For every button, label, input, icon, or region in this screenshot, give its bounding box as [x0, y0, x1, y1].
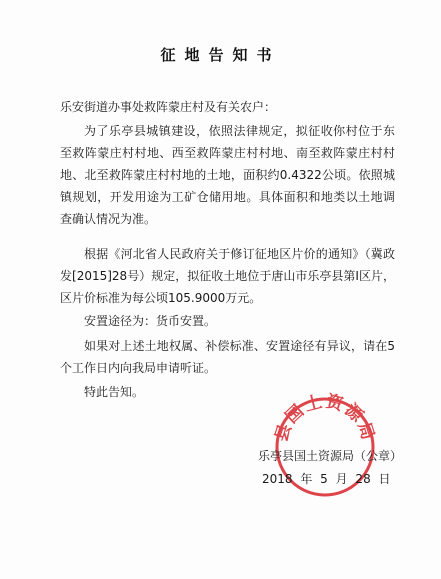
paragraph-compensation-standard: 根据《河北省人民政府关于修订征地区片价的通知》（冀政发[2015]28号）规定，拟征收土地位于唐山市乐亭县第Ⅰ区片，区片价标准为每公顷105.9000万元。 — [60, 247, 395, 305]
issue-date: 2018 年 5 月 28 日 — [262, 472, 391, 486]
addressee: 乐安街道办事处救阵蒙庄村及有关农户： — [60, 100, 277, 114]
issuer-signature: 乐亭县国土资源局（公章） — [258, 449, 403, 463]
paragraph-closing: 特此告知。 — [84, 385, 145, 399]
paragraph-resettlement: 安置途径为：货币安置。 — [84, 314, 217, 328]
document-title: 征地告知书 — [160, 46, 281, 64]
paragraph-land-acquisition: 为了乐亭县城镇建设，依照法律规定，拟征收你村位于东至救阵蒙庄村村地、西至救阵蒙庄村村地、南至救阵蒙庄村村地、北至救阵蒙庄村村地的土地，面积约0.4322公顷。依照城镇规划，开发用途为工矿仓储用地。具体面积和地类以土地调查确认情况为准。 — [60, 124, 395, 226]
seal-text: 县国土资源局 — [271, 392, 379, 445]
paragraph-hearing-notice: 如果对上述土地权属、补偿标准、安置途径有异议，请在5个工作日内向我局申请听证。 — [60, 339, 395, 375]
